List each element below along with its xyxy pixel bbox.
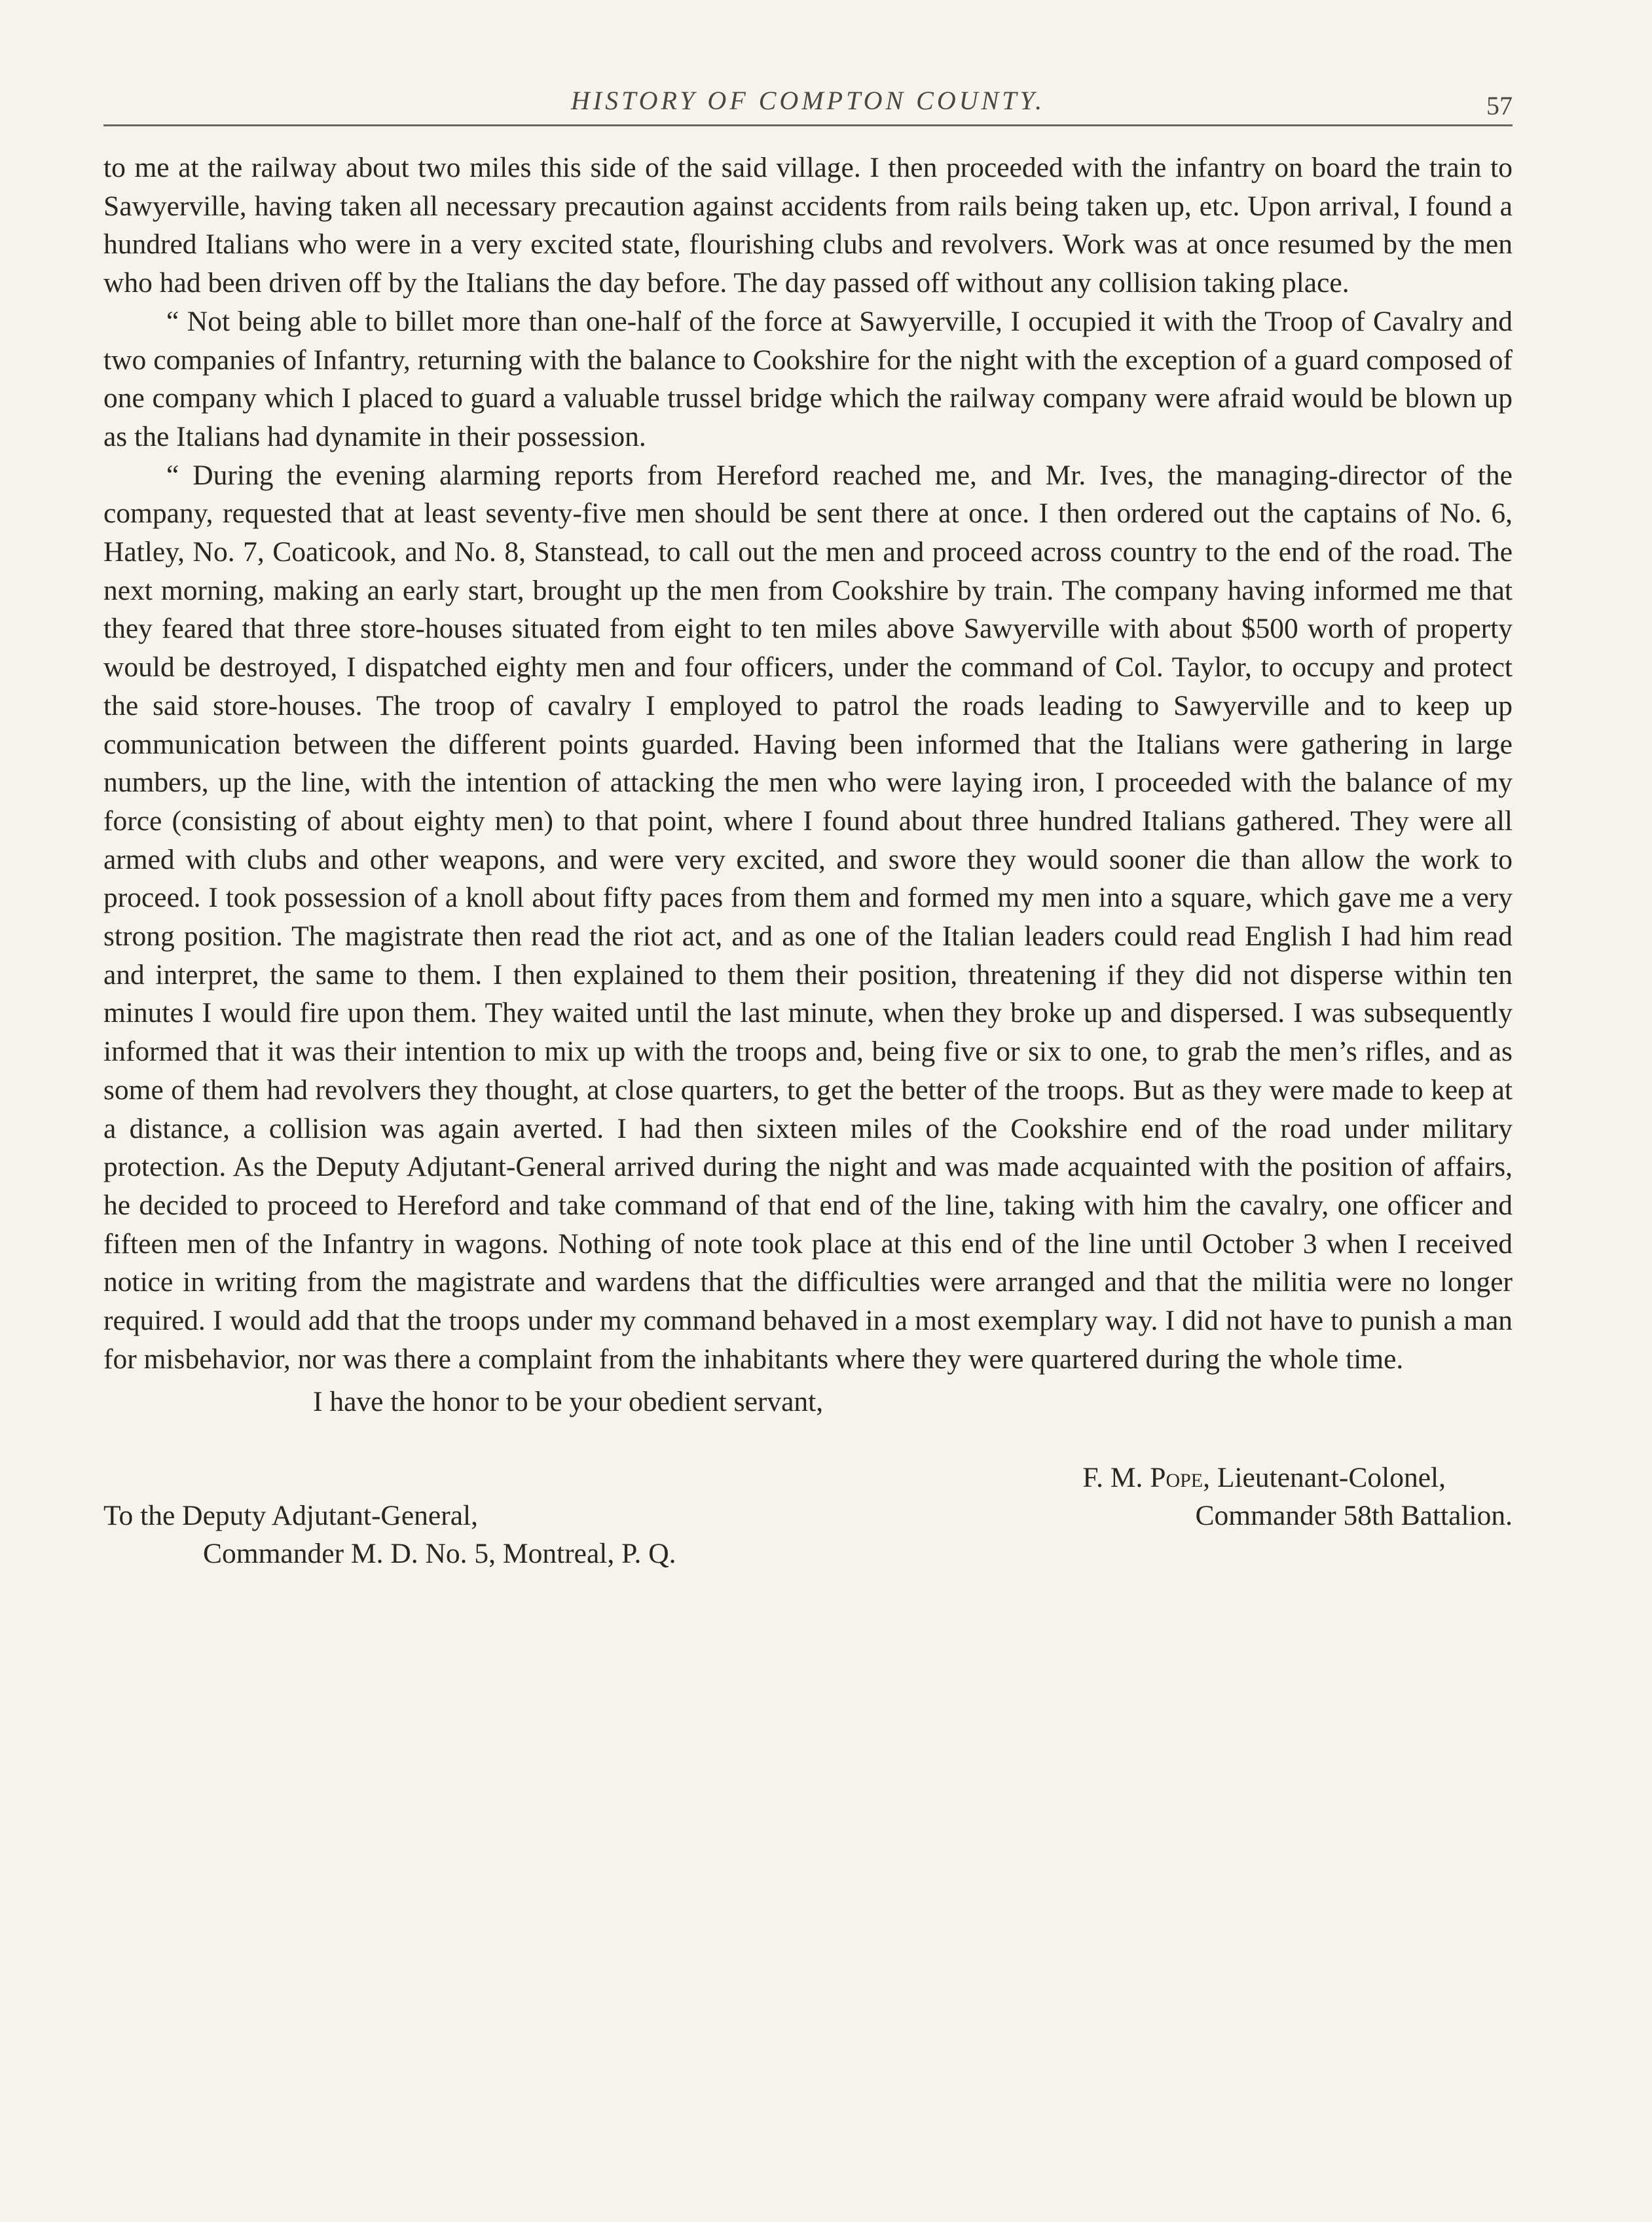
running-title: HISTORY OF COMPTON COUNTY. (570, 86, 1046, 115)
signature-name (1082, 1459, 1446, 1497)
signature-title: Commander 58th Battalion. (1195, 1499, 1513, 1531)
paragraph-1: to me at the railway about two miles this side of the said village. I then proceeded with the infantry on board the train to Sawyerville, having taken all necessary precaution against accidents from rails being taken up, etc. Upon arrival, I found a hundred Italians who were in a very excited state, flourishing clubs and revolvers. Work was at once resumed by the men who had been driven off by the Italians the day before. The day passed off without any collision taking place. (103, 152, 1513, 299)
addressee-line-2: Commander M. D. No. 5, Montreal, P. Q. (203, 1537, 676, 1569)
signature-rank: Lieutenant-Colonel, (1217, 1461, 1446, 1493)
body-text (103, 149, 1513, 1379)
paragraph-3: “ During the evening alarming reports from Hereford reached me, and Mr. Ives, the managing-director of the company, requested that at least seventy-five men should be sent there at once. I then ordered out the captains of No. 6, Hatley, No. 7, Coaticook, and No. 8, Stanstead, to call out the men and proceed across country to the end of the road. The next morning, making an early start, brought up the men from Cookshire by train. The company having informed me that they feared that three store-houses situated from eight to ten miles above Sawyerville with about $500 worth of property would be destroyed, I dispatched eighty men and four officers, under the command of Col. Taylor, to occupy and protect the said store-houses. The troop of cavalry I employed to patrol the roads leading to Sawyerville and to keep up communication between the different points guarded. Having been informed that the Italians were gathering in large numbers, up the line, with the intention of attacking the men who were laying iron, I proceeded with the balance of my force (consisting of about eighty men) to that point, where I found about three hundred Italians gathered. They were all armed with clubs and other weapons, and were very excited, and swore they would sooner die than allow the work to proceed. I took possession of a knoll about fifty paces from them and formed my men into a square, which gave me a very strong position. The magistrate then read the riot act, and as one of the Italian leaders could read English I had him read and interpret, the same to them. I then explained to them their position, threatening if they did not disperse within ten minutes I would fire upon them. They waited until the last minute, when they broke up and dispersed. I was subsequently informed that it was their intention to mix up with the troops and, being five or six to one, to grab the men’s rifles, and as some of them had revolvers they thought, at close quarters, to get the better of the troops. But as they were made to keep at a distance, a collision was again averted. I had then sixteen miles of the Cookshire end of the road under military protection. As the Deputy Adjutant-General arrived during the night and was made acquainted with the position of affairs, he decided to proceed to Hereford and take command of that end of the line, taking with him the cavalry, one officer and fifteen men of the Infantry in wagons. Nothing of note took place at this end of the line until October 3 when I received notice in writing from the magistrate and wardens that the difficulties were arranged and that the militia were no longer required. I would add that the troops under my command behaved in a most exemplary way. I did not have to punish a man for misbehavior, nor was there a complaint from the inhabitants where they were quartered during the whole time. (103, 459, 1513, 1375)
addressee-line-1: To the Deputy Adjutant-General, (103, 1499, 478, 1531)
paragraph-2: “ Not being able to billet more than one-half of the force at Sawyerville, I occupied it with the Troop of Cavalry and two companies of Infantry, returning with the balance to Cookshire for the night with the exception of a guard composed of one company which I placed to guard a valuable trussel bridge which the railway company were afraid would be blown up as the Italians had dynamite in their possession. (103, 305, 1513, 452)
document-page (103, 79, 1513, 1590)
signature-surname: Pope, (1150, 1461, 1211, 1493)
page-header (103, 79, 1513, 126)
signature-initials: F. M. (1082, 1461, 1143, 1493)
closing-salutation: I have the honor to be your obedient servant, (313, 1385, 824, 1417)
signature-block (103, 1459, 1513, 1590)
page-number: 57 (1486, 91, 1513, 120)
